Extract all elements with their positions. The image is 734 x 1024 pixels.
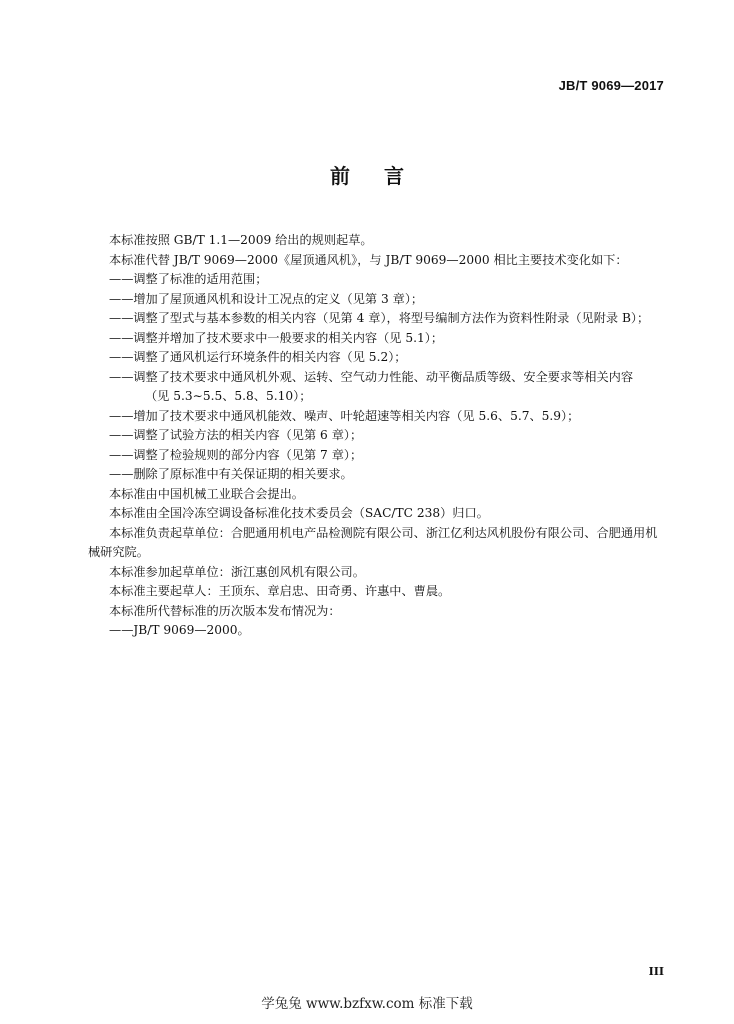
paragraph-under-jurisdiction: 本标准由全国冷冻空调设备标准化技术委员会（SAC/TC 238）归口。 xyxy=(109,506,489,520)
list-item-change: ——增加了屋顶通风机和设计工况点的定义（见第 3 章）； xyxy=(109,291,424,306)
paragraph-replaces: 本标准代替 JB/T 9069—2000《屋顶通风机》，与 JB/T 9069—2000 相比主要技术变化如下： xyxy=(109,252,628,267)
list-item-change: ——调整并增加了技术要求中一般要求的相关内容（见 5.1）； xyxy=(109,330,444,345)
list-item-change: ——增加了技术要求中通风机能效、噪声、叶轮超速等相关内容（见 5.6、5.7、5.9）； xyxy=(109,408,580,423)
list-item-change: ——调整了试验方法的相关内容（见第 6 章）； xyxy=(109,428,363,442)
paragraph-drafting-rules: 本标准按照 GB/T 1.1—2009 给出的规则起草。 xyxy=(109,233,373,247)
footer-watermark: 学兔兔 www.bzfxw.com 标准下载 xyxy=(261,996,473,1012)
list-item-change: ——调整了型式与基本参数的相关内容（见第 4 章），将型号编制方法作为资料性附录（见附录 B）； xyxy=(109,311,650,325)
title-char-1: 前 xyxy=(330,164,350,188)
page-number: III xyxy=(648,965,664,978)
title-char-2: 言 xyxy=(384,164,404,188)
paragraph-drafting-organizations: 本标准负责起草单位：合肥通用机电产品检测院有限公司、浙江亿利达风机股份有限公司、合肥通用机械研究院。 xyxy=(88,525,658,559)
list-item-change: ——调整了标准的适用范围； xyxy=(109,272,268,286)
standard-code: JB/T 9069—2017 xyxy=(558,78,664,93)
paragraph-participating-organizations: 本标准参加起草单位：浙江惠创风机有限公司。 xyxy=(109,564,365,579)
list-item-change: ——调整了技术要求中通风机外观、运转、空气动力性能、动平衡品质等级、安全要求等相关内容 xyxy=(109,369,634,384)
page-title xyxy=(0,160,734,189)
paragraph-history-intro: 本标准所代替标准的历次版本发布情况为： xyxy=(109,603,341,618)
list-item-change-continuation: （见 5.3∼5.5、5.8、5.10）； xyxy=(145,389,312,403)
foreword-body xyxy=(88,231,666,641)
list-item-change: ——调整了检验规则的部分内容（见第 7 章）； xyxy=(109,447,363,462)
paragraph-drafters: 本标准主要起草人：王顶东、章启忠、田奇勇、许惠中、曹晨。 xyxy=(109,584,451,598)
paragraph-proposed-by: 本标准由中国机械工业联合会提出。 xyxy=(109,486,304,501)
list-item-history: ——JB/T 9069—2000。 xyxy=(109,623,250,637)
list-item-change: ——删除了原标准中有关保证期的相关要求。 xyxy=(109,467,353,481)
list-item-change: ——调整了通风机运行环境条件的相关内容（见 5.2）； xyxy=(109,350,407,364)
